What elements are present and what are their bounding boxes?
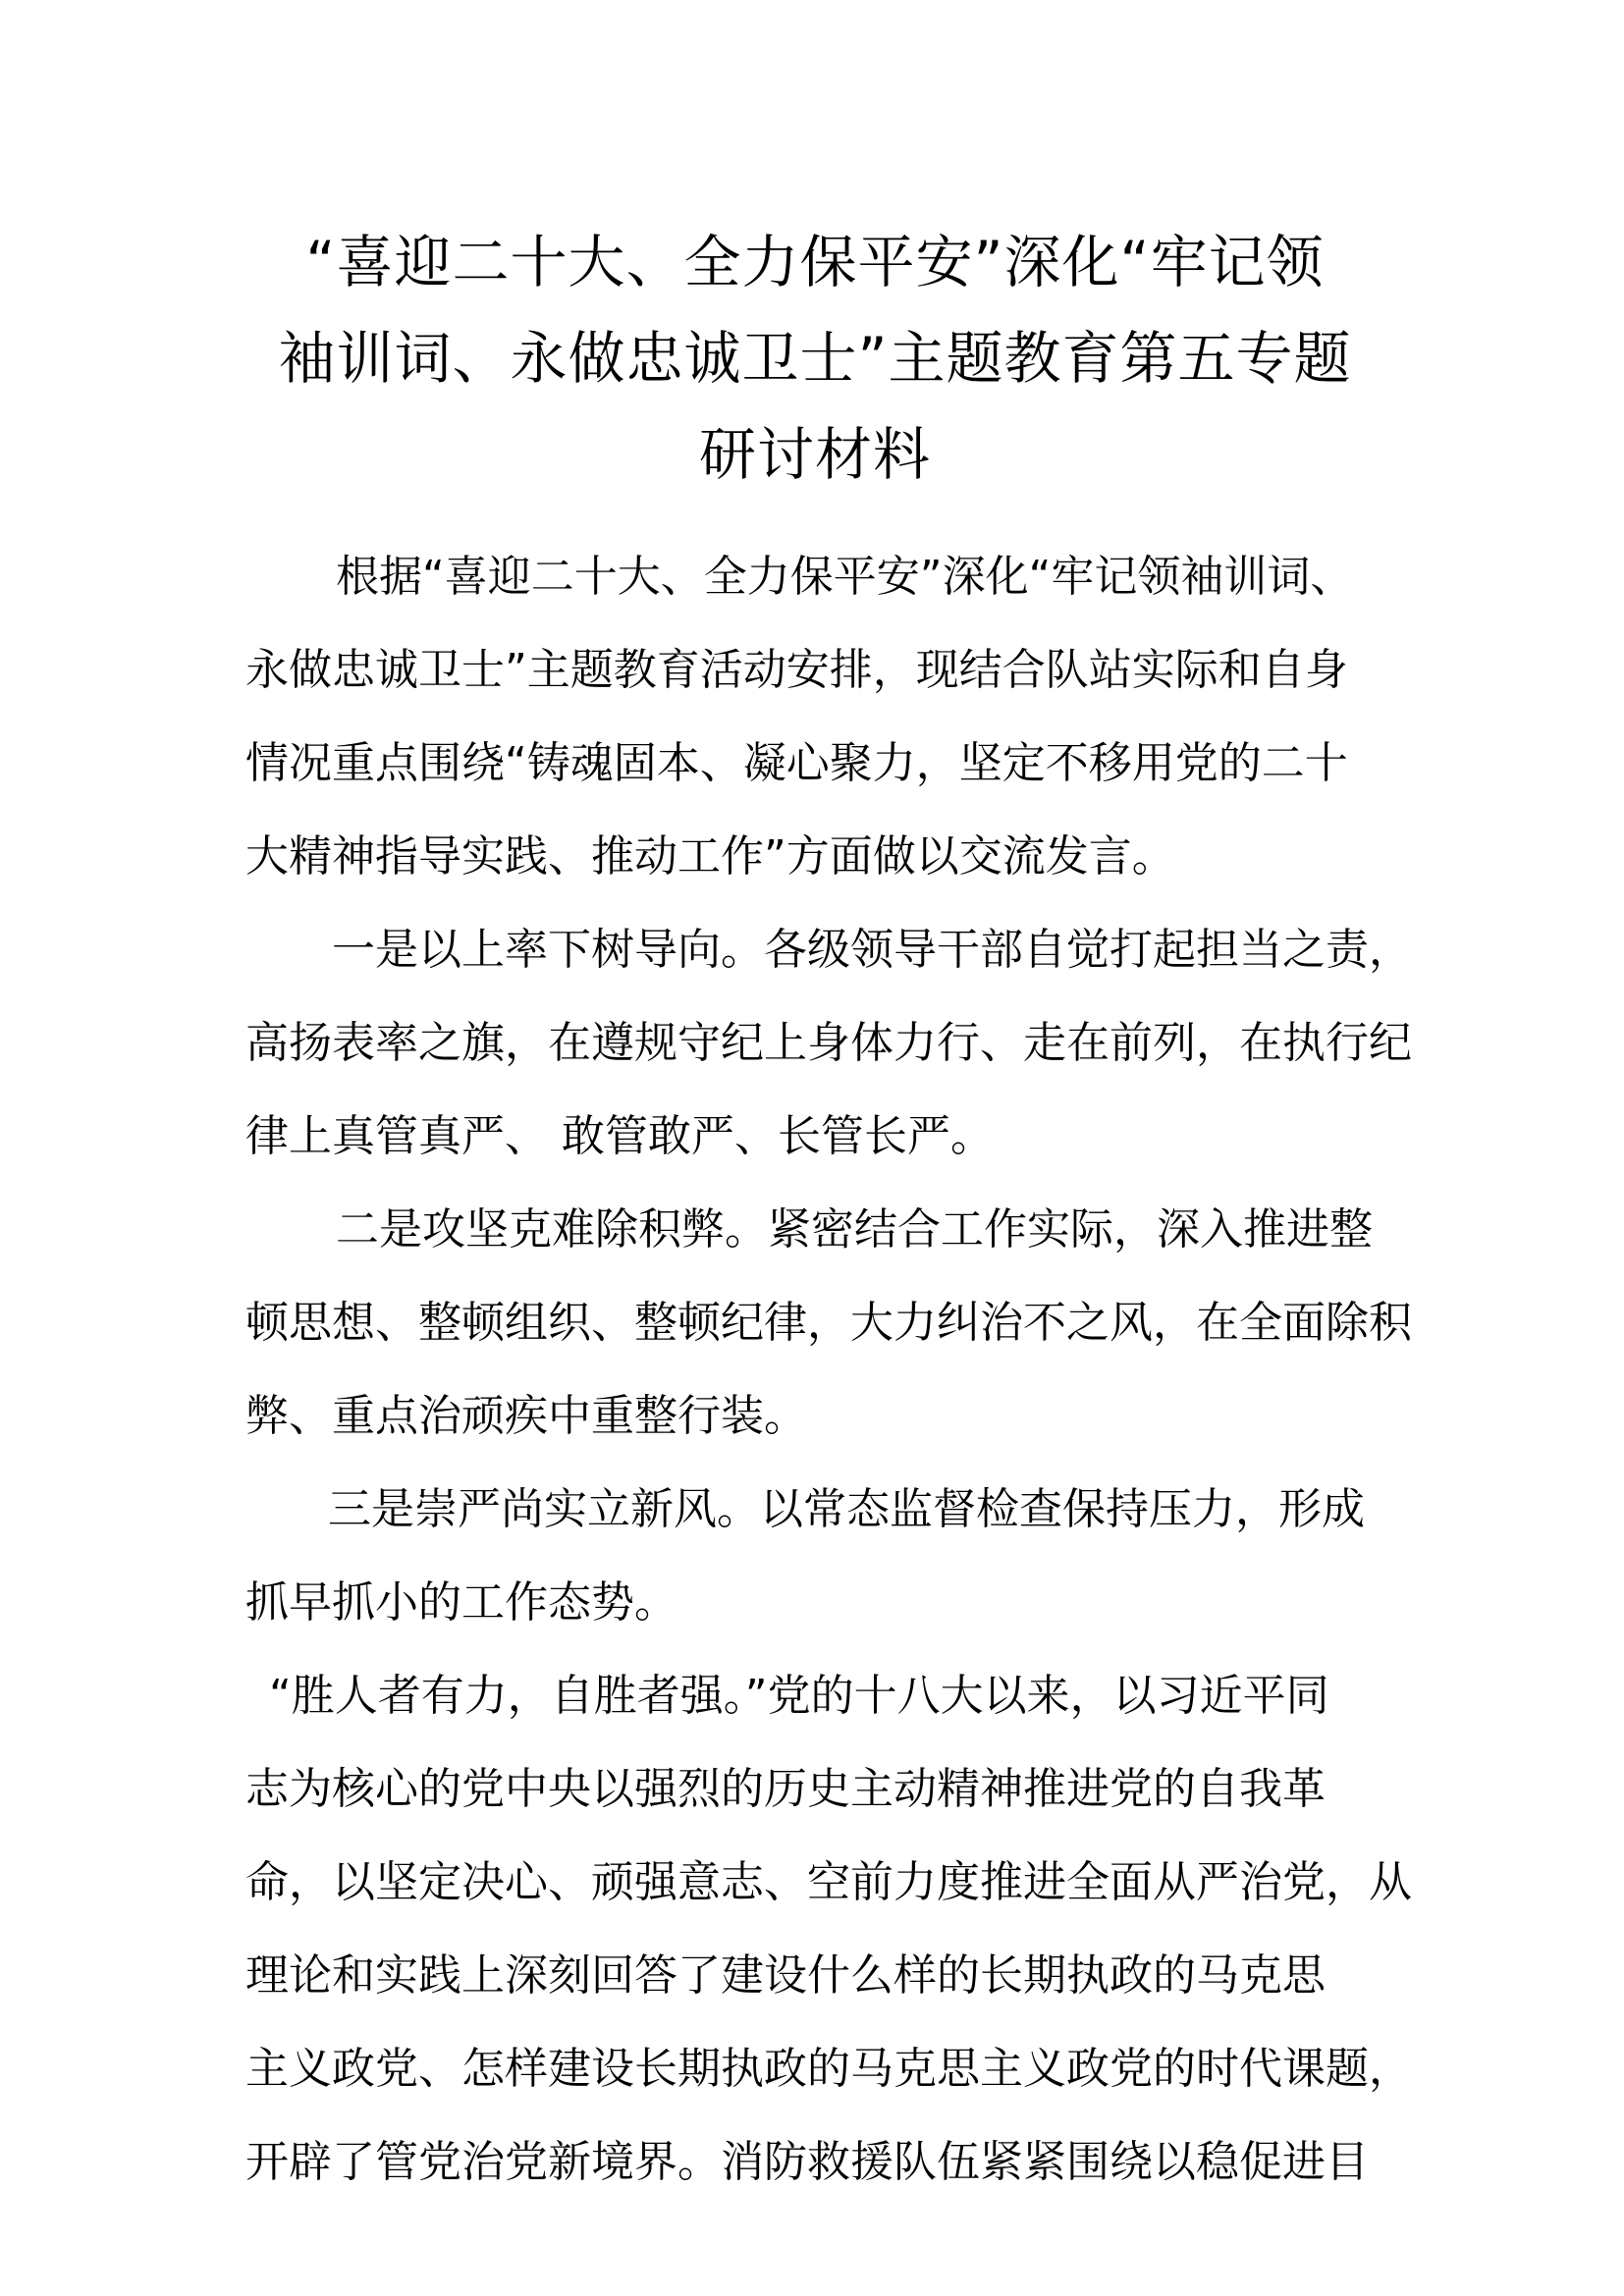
paragraph-line: 理论和实践上深刻回答了建设什么样的长期执政的马克思 — [245, 1950, 1326, 2001]
paragraph-point-three — [245, 1463, 1404, 1649]
document-body — [245, 530, 1412, 2209]
paragraph-line: 根据“喜迎二十大、全力保平安”深化“牢记领袖训词、 — [336, 552, 1354, 602]
paragraph-quote — [245, 1649, 1412, 2209]
paragraph-point-one — [245, 903, 1412, 1183]
paragraph-intro — [245, 530, 1404, 903]
paragraph-line: 三是崇严尚实立新风。以常态监督检查保持压力，形成 — [328, 1484, 1365, 1534]
paragraph-line: 永做忠诚卫士”主题教育活动安排，现结合队站实际和自身 — [245, 645, 1348, 695]
paragraph-line: 高扬表率之旗，在遵规守纪上身体力行、走在前列，在执行纪 — [245, 1018, 1412, 1068]
paragraph-line: 抓早抓小的工作态势。 — [245, 1577, 677, 1628]
paragraph-line: 顿思想、整顿组织、整顿纪律，大力纠治不之风，在全面除积 — [245, 1298, 1412, 1348]
title-line-3: 研讨材料 — [698, 421, 931, 488]
paragraph-line: 一是以上率下树导向。各级领导干部自觉打起担当之责， — [332, 925, 1412, 975]
paragraph-line: 二是攻坚克难除积弊。紧密结合工作实际，深入推进整 — [336, 1204, 1373, 1255]
paragraph-line: 主义政党、怎样建设长期执政的马克思主义政党的时代课题， — [245, 2044, 1412, 2094]
title-line-2: 袖训词、永做忠诚卫士”主题教育第五专题 — [278, 325, 1352, 392]
paragraph-line: 律上真管真严、 敢管敢严、长管长严。 — [245, 1111, 994, 1161]
paragraph-line: 弊、重点治顽疾中重整行装。 — [245, 1391, 807, 1441]
paragraph-point-two — [245, 1183, 1412, 1463]
document-title — [236, 214, 1394, 503]
paragraph-line: 开辟了管党治党新境界。消防救援队伍紧紧围绕以稳促进目 — [245, 2137, 1369, 2187]
title-line-1: “喜迎二十大、全力保平安”深化“牢记领 — [305, 229, 1325, 295]
paragraph-line: 大精神指导实践、推动工作”方面做以交流发言。 — [245, 831, 1175, 881]
paragraph-line: 情况重点围绕“铸魂固本、凝心聚力，坚定不移用党的二十 — [245, 738, 1348, 788]
paragraph-line: 志为核心的党中央以强烈的历史主动精神推进党的自我革 — [245, 1764, 1326, 1814]
paragraph-line: “胜人者有力，自胜者强。”党的十八大以来，以习近平同 — [269, 1671, 1329, 1721]
paragraph-line: 命，以坚定决心、顽强意志、空前力度推进全面从严治党，从 — [245, 1857, 1412, 1907]
